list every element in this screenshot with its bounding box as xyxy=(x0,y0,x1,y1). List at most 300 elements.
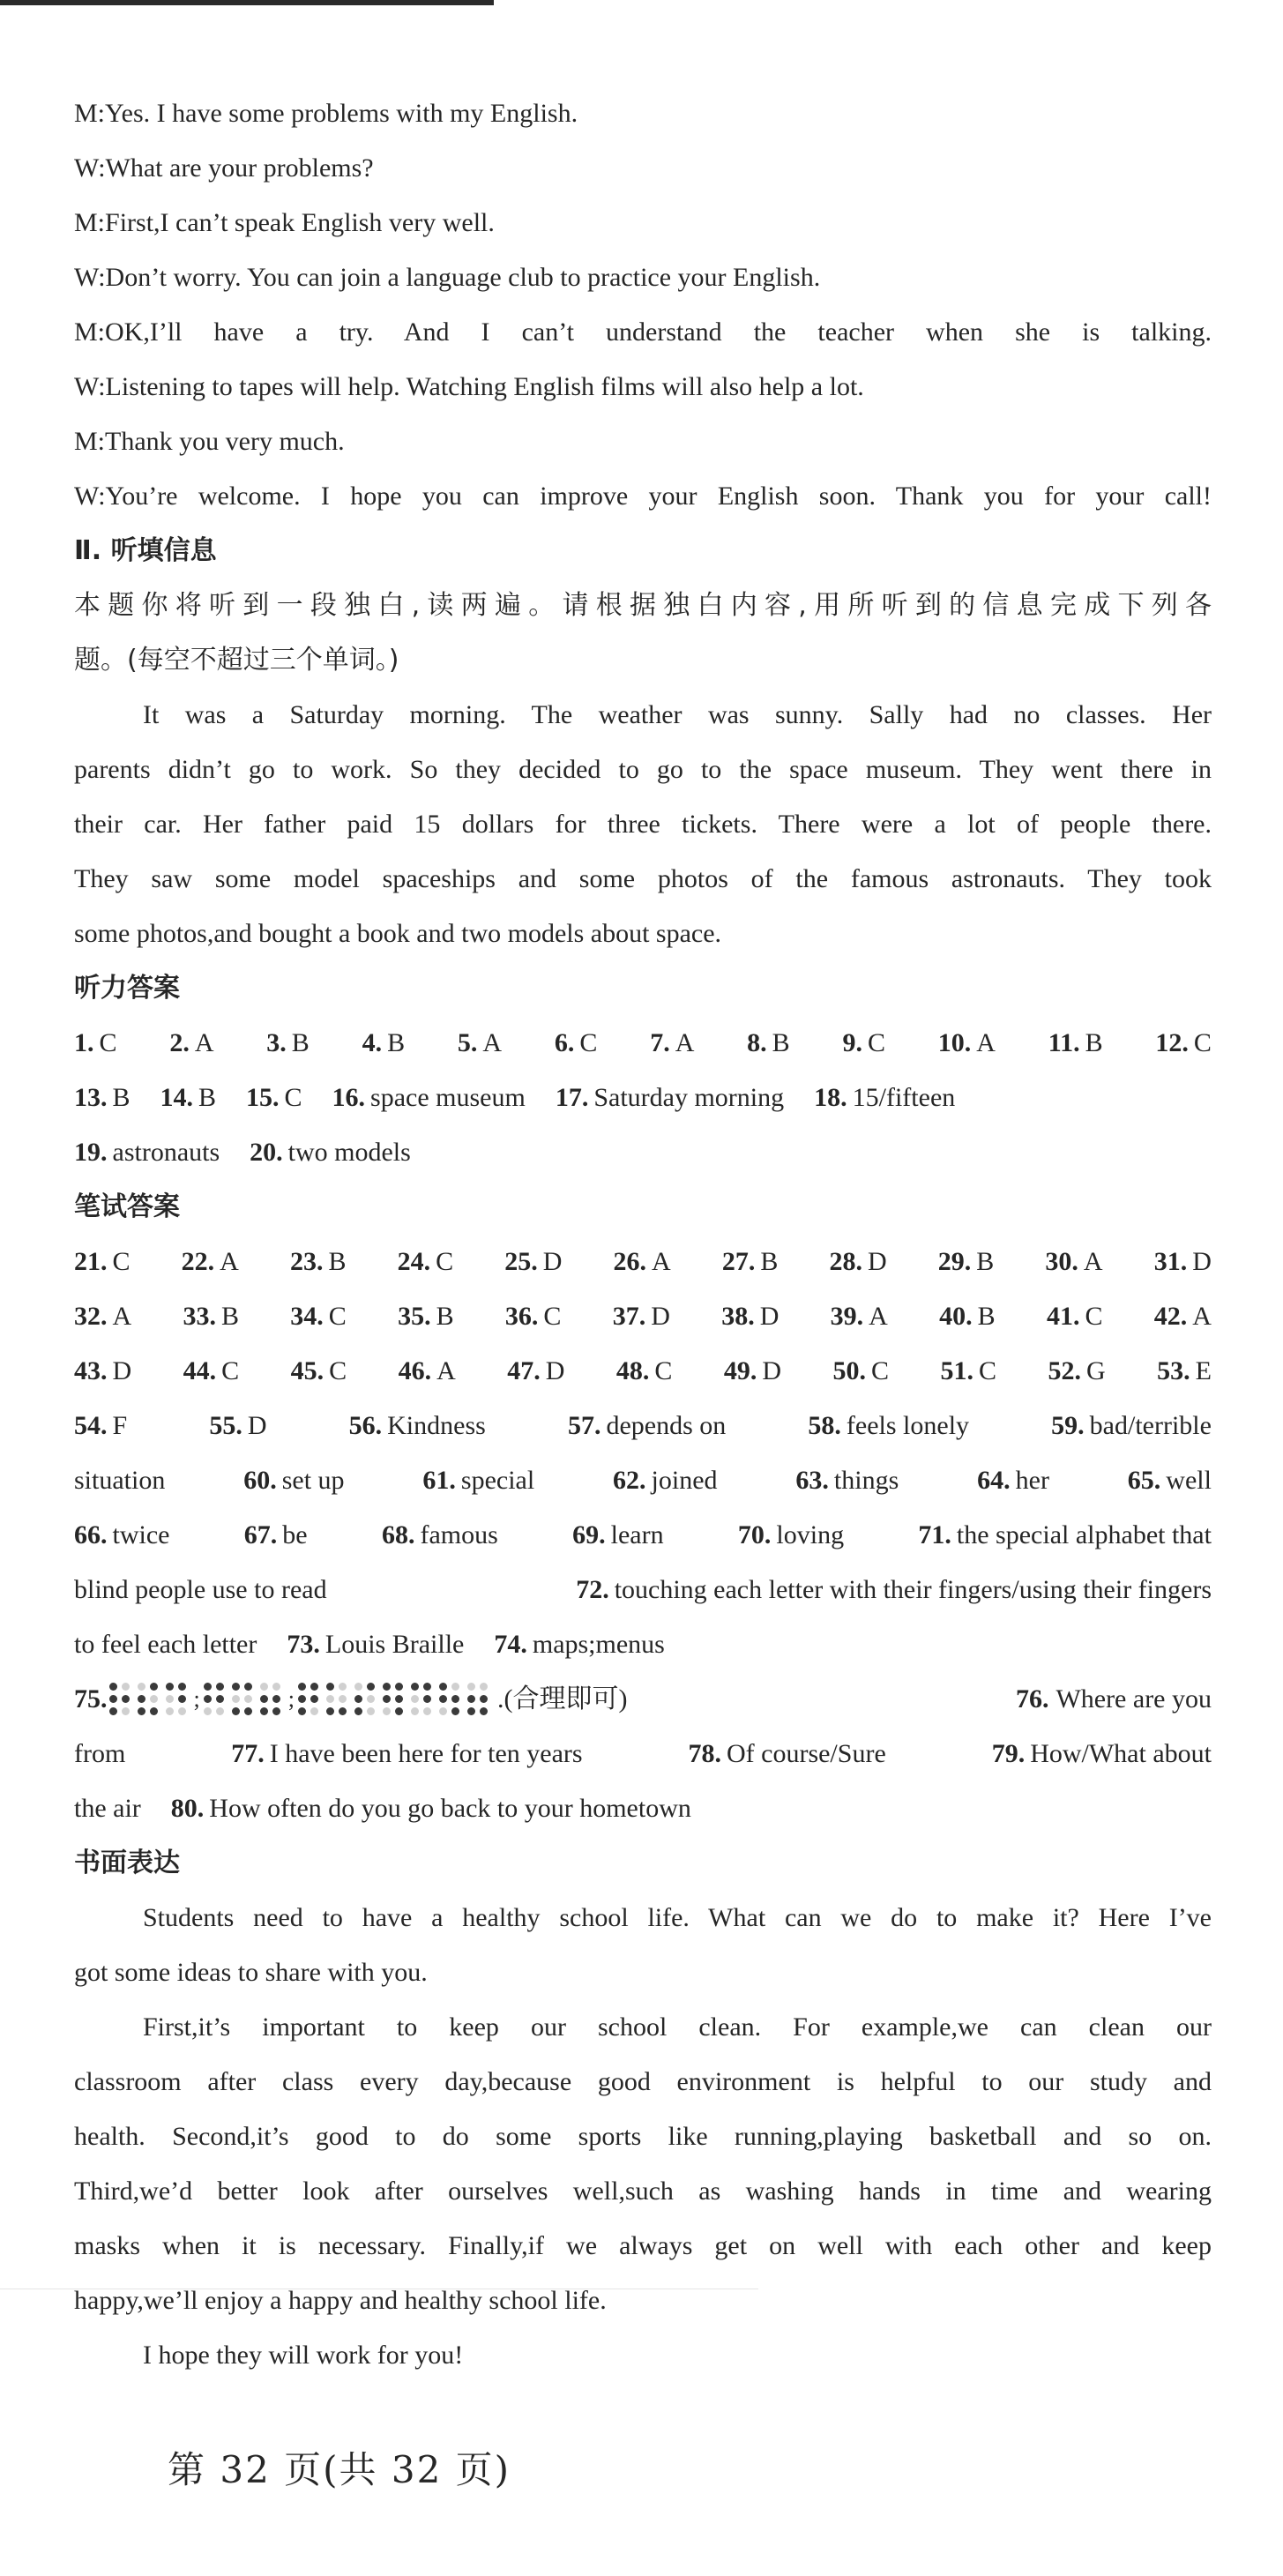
braille-dot xyxy=(339,1695,347,1703)
answer-number: 61. xyxy=(422,1466,456,1495)
dialogue-line: W:Listening to tapes will help. Watching English films will also help a lot. xyxy=(74,372,864,401)
braille-dot xyxy=(260,1683,268,1691)
answer-row xyxy=(74,1289,1212,1344)
answer-item xyxy=(833,1344,890,1399)
answer-text: C xyxy=(284,1083,302,1112)
answer-text: set up xyxy=(281,1466,345,1495)
answer-text: B xyxy=(291,1028,310,1057)
answer-number: 54. xyxy=(74,1411,108,1440)
page-footer: 第 32 页(共 32 页) xyxy=(168,2448,511,2491)
answer-number: 72. xyxy=(576,1575,609,1604)
answer-item xyxy=(1051,1399,1212,1453)
answer-item xyxy=(747,1016,790,1071)
answer-number: 64. xyxy=(977,1466,1011,1495)
answer-number: 62. xyxy=(613,1466,646,1495)
answer-item xyxy=(291,1344,347,1399)
answer-text: G xyxy=(1085,1356,1106,1385)
answer-number: 15. xyxy=(246,1083,280,1112)
answer-item xyxy=(941,1344,997,1399)
braille-dot xyxy=(395,1695,403,1703)
answer-item xyxy=(243,1453,344,1508)
answer-item xyxy=(1045,1235,1102,1289)
answer-text: be xyxy=(282,1520,308,1549)
braille-dot xyxy=(216,1683,224,1691)
answer-item xyxy=(182,1235,239,1289)
written-answers xyxy=(74,1235,1212,1672)
braille-dot xyxy=(204,1683,212,1691)
answer-number: 17. xyxy=(555,1083,589,1112)
answer-number: 28. xyxy=(829,1247,862,1276)
answer-item xyxy=(613,1289,670,1344)
answer-text: astronauts xyxy=(112,1138,220,1167)
answer-text: two models xyxy=(287,1138,411,1167)
braille-cell-icon xyxy=(298,1683,319,1716)
answer-text: I have been here for ten years xyxy=(269,1739,583,1768)
answer-number: 35. xyxy=(398,1302,431,1331)
answer-item xyxy=(808,1399,969,1453)
answer-item xyxy=(555,1016,598,1071)
answer-text: B xyxy=(220,1302,239,1331)
answer-item xyxy=(576,1563,1212,1617)
answer-number: 1. xyxy=(74,1028,94,1057)
answer-number: 16. xyxy=(332,1083,366,1112)
braille-dot xyxy=(138,1695,145,1703)
answer-number: 58. xyxy=(808,1411,841,1440)
answer-number: 8. xyxy=(747,1028,767,1057)
answer-item xyxy=(614,1235,671,1289)
answer-item xyxy=(183,1344,240,1399)
answer-text: her xyxy=(1015,1466,1049,1495)
answer-item xyxy=(290,1235,347,1289)
braille-dot xyxy=(411,1695,419,1703)
answer-item xyxy=(650,1016,694,1071)
braille-dot xyxy=(354,1707,362,1715)
answer-item xyxy=(349,1399,486,1453)
answer-row xyxy=(74,1344,1212,1399)
passage-line: their car. Her father paid 15 dollars for three tickets. There were a lot of people there. xyxy=(74,810,1212,839)
answer-number: 37. xyxy=(612,1302,646,1331)
answer-item xyxy=(1154,1235,1212,1289)
braille-dot xyxy=(260,1695,268,1703)
top-rule xyxy=(0,0,494,5)
answer-text: situation xyxy=(74,1466,166,1495)
answer-text: C xyxy=(99,1028,117,1057)
answer-text: feels lonely xyxy=(846,1411,970,1440)
answer-number: 14. xyxy=(160,1083,194,1112)
braille-dot xyxy=(383,1707,391,1715)
braille-dot xyxy=(150,1707,158,1715)
braille-dot xyxy=(480,1695,488,1703)
answer-text: Louis Braille xyxy=(324,1630,465,1659)
braille-separator-icon: ; xyxy=(287,1686,295,1712)
answer-text: the air xyxy=(74,1794,141,1823)
braille-dot xyxy=(383,1683,391,1691)
answer-text: A xyxy=(112,1302,132,1331)
answer-number: 18. xyxy=(814,1083,847,1112)
answer-number: 41. xyxy=(1046,1302,1080,1331)
answer-text: A xyxy=(436,1356,456,1385)
essay-line: First,it’s important to keep our school clean. For example,we can clean our xyxy=(143,2012,1212,2042)
answer-text: D xyxy=(542,1247,563,1276)
braille-dot xyxy=(310,1707,318,1715)
answer-item xyxy=(74,1289,131,1344)
braille-dot xyxy=(480,1707,488,1715)
braille-cell-icon xyxy=(232,1683,253,1716)
braille-dot xyxy=(467,1695,475,1703)
answer-item xyxy=(398,1235,454,1289)
answer-item xyxy=(572,1508,663,1563)
answer-item xyxy=(74,1781,141,1836)
answer-text: A xyxy=(1192,1302,1212,1331)
dialogue-line: W:Don’t worry. You can join a language club to practice your English. xyxy=(74,263,821,292)
essay-line: health. Second,it’s good to do some sports like running,playing basketball and so on. xyxy=(74,2122,1212,2151)
answer-text: from xyxy=(74,1739,126,1768)
answer-number: 67. xyxy=(243,1520,278,1549)
braille-cell-icon xyxy=(411,1683,432,1716)
answer-item xyxy=(74,1016,117,1071)
answer-row xyxy=(74,1617,1212,1672)
braille-dot xyxy=(204,1707,212,1715)
answer-item xyxy=(74,1563,327,1617)
listening-answers xyxy=(74,1016,1212,1180)
answer-text: twice xyxy=(112,1520,170,1549)
braille-dot xyxy=(411,1683,419,1691)
answer-row xyxy=(74,1235,1212,1289)
answer-item xyxy=(399,1344,456,1399)
braille-dot xyxy=(367,1695,375,1703)
braille-dot xyxy=(339,1707,347,1715)
answer-text: D xyxy=(545,1356,565,1385)
answer-number: 27. xyxy=(721,1247,756,1276)
braille-cell-icon xyxy=(260,1683,281,1716)
answer-item xyxy=(918,1508,1212,1563)
braille-dot xyxy=(326,1683,334,1691)
section-title-listening-answers: 听力答案 xyxy=(74,973,180,1004)
answer-row xyxy=(74,1016,1212,1071)
answer-item xyxy=(458,1016,502,1071)
answer-text: F xyxy=(112,1411,128,1440)
braille-dot xyxy=(166,1683,174,1691)
answer-number: 31. xyxy=(1153,1247,1188,1276)
answer-number: 40. xyxy=(939,1302,973,1331)
answer-item xyxy=(422,1453,534,1508)
answer-number: 4. xyxy=(362,1028,383,1057)
braille-dot xyxy=(298,1683,306,1691)
answer-item xyxy=(160,1071,217,1125)
braille-dot xyxy=(204,1695,212,1703)
braille-dot xyxy=(451,1695,459,1703)
answer-item xyxy=(724,1344,781,1399)
answer-item xyxy=(992,1727,1212,1781)
answer-row xyxy=(74,1071,1212,1125)
answer-item xyxy=(831,1289,888,1344)
braille-dot xyxy=(339,1683,347,1691)
answer-text: C xyxy=(867,1028,885,1057)
dialogue-line: M:First,I can’t speak English very well. xyxy=(74,208,495,237)
braille-dot xyxy=(272,1707,280,1715)
answer-item xyxy=(74,1071,131,1125)
answer-text: C xyxy=(543,1302,562,1331)
dialogue-line: M:Yes. I have some problems with my English. xyxy=(74,99,578,128)
braille-dot xyxy=(367,1683,375,1691)
answer-text: blind people use to read xyxy=(74,1575,327,1604)
answer-text: the special alphabet that xyxy=(956,1520,1212,1549)
braille-dot xyxy=(150,1683,158,1691)
answer-item xyxy=(74,1125,220,1180)
braille-dot xyxy=(298,1695,306,1703)
answer-number: 70. xyxy=(737,1520,772,1549)
answer-text: C xyxy=(112,1247,131,1276)
answer-number-75: 75. xyxy=(74,1684,108,1714)
essay-line: Third,we’d better look after ourselves well,such as washing hands in time and wearing xyxy=(74,2177,1212,2206)
answer-number: 78. xyxy=(688,1739,721,1768)
answer-item xyxy=(1048,1016,1103,1071)
braille-cell-icon xyxy=(439,1683,460,1716)
answer-item xyxy=(209,1399,266,1453)
answer-number: 59. xyxy=(1051,1411,1085,1440)
answer-number: 48. xyxy=(615,1356,650,1385)
braille-dot xyxy=(439,1683,447,1691)
answer-number: 7. xyxy=(650,1028,670,1057)
answer-text: space museum xyxy=(370,1083,526,1112)
essay-line: classroom after class every day,because good environment is helpful to our study and xyxy=(74,2067,1212,2096)
answer-row xyxy=(74,1563,1212,1617)
answer-item xyxy=(939,1289,996,1344)
braille-cell-icon xyxy=(109,1683,131,1716)
braille-dot xyxy=(216,1695,224,1703)
answer-row xyxy=(74,1727,1212,1781)
answer-text: D xyxy=(867,1247,887,1276)
answer-text: to feel each letter xyxy=(74,1630,257,1659)
braille-dot xyxy=(272,1683,280,1691)
answer-item xyxy=(74,1235,131,1289)
answer-text: Saturday morning xyxy=(593,1083,785,1112)
braille-dot xyxy=(354,1683,362,1691)
answer-number: 9. xyxy=(842,1028,862,1057)
answer-row xyxy=(74,1453,1212,1508)
answer-number: 77. xyxy=(231,1739,265,1768)
braille-dot xyxy=(232,1695,240,1703)
answer-number: 21. xyxy=(74,1247,108,1276)
braille-dot xyxy=(244,1683,252,1691)
answer-number: 68. xyxy=(381,1520,415,1549)
answer-number: 12. xyxy=(1155,1028,1189,1057)
answer-item xyxy=(74,1617,257,1672)
answer-number: 73. xyxy=(287,1630,320,1659)
answer-text: C xyxy=(654,1356,673,1385)
braille-dot xyxy=(439,1707,447,1715)
answer-number: 47. xyxy=(507,1356,541,1385)
answer-text: D xyxy=(759,1302,779,1331)
answer-item xyxy=(169,1016,213,1071)
answer-text: B xyxy=(760,1247,779,1276)
answer-number: 63. xyxy=(795,1466,829,1495)
answer-item xyxy=(398,1289,454,1344)
answer-text: bad/terrible xyxy=(1089,1411,1212,1440)
braille-cell-icon xyxy=(138,1683,159,1716)
answer-item xyxy=(738,1508,844,1563)
answer-text: D xyxy=(247,1411,267,1440)
answer-item xyxy=(977,1453,1049,1508)
braille-dot xyxy=(451,1683,459,1691)
answer-item xyxy=(795,1453,899,1508)
answer-text: D xyxy=(112,1356,132,1385)
answer-text: maps;menus xyxy=(532,1630,665,1659)
braille-cell-icon xyxy=(166,1683,187,1716)
answer-text: B xyxy=(328,1247,347,1276)
essay-line: I hope they will work for you! xyxy=(143,2341,464,2370)
answer-number: 60. xyxy=(243,1466,277,1495)
answer-text: loving xyxy=(776,1520,845,1549)
answer-item xyxy=(721,1289,779,1344)
answer-text-76: Where are you xyxy=(1055,1684,1212,1714)
braille-dot xyxy=(178,1707,186,1715)
answer-number: 66. xyxy=(74,1520,108,1549)
answer-number: 43. xyxy=(74,1356,108,1385)
answer-item xyxy=(74,1727,125,1781)
answer-text: A xyxy=(482,1028,503,1057)
answer-number: 34. xyxy=(290,1302,324,1331)
braille-dot xyxy=(423,1695,431,1703)
answer-text: D xyxy=(1192,1247,1212,1276)
answer-item xyxy=(250,1125,411,1180)
answer-item xyxy=(74,1453,165,1508)
braille-cell-icon xyxy=(204,1683,225,1716)
answer-text: A xyxy=(194,1028,214,1057)
answer-number: 42. xyxy=(1153,1302,1188,1331)
answer-number: 10. xyxy=(937,1028,972,1057)
answer-item xyxy=(842,1016,885,1071)
answer-item xyxy=(74,1399,127,1453)
answer-item xyxy=(1155,1016,1212,1071)
answer-number: 50. xyxy=(832,1356,867,1385)
braille-dot xyxy=(395,1683,403,1691)
passage-line: They saw some model spaceships and some photos of the famous astronauts. They took xyxy=(74,864,1212,893)
answer-text: A xyxy=(869,1302,888,1331)
answer-number: 39. xyxy=(830,1302,864,1331)
answer-item xyxy=(362,1016,406,1071)
answer-text: B xyxy=(198,1083,217,1112)
answer-text: A xyxy=(976,1028,996,1057)
braille-dot xyxy=(138,1707,145,1715)
answer-number: 44. xyxy=(183,1356,217,1385)
answer-number: 57. xyxy=(567,1411,601,1440)
answer-number: 38. xyxy=(721,1302,755,1331)
braille-dot xyxy=(439,1695,447,1703)
answer-item xyxy=(507,1344,564,1399)
answer-item xyxy=(287,1617,464,1672)
answer-item xyxy=(616,1344,673,1399)
braille-dot xyxy=(232,1707,240,1715)
answer-text: B xyxy=(977,1302,996,1331)
dialogue-line: W:You’re welcome. I hope you can improve your English soon. Thank you for your call! xyxy=(74,482,1212,511)
braille-dot xyxy=(298,1707,306,1715)
answer-item xyxy=(244,1508,308,1563)
answer-text: B xyxy=(112,1083,131,1112)
section-title-written-answers: 笔试答案 xyxy=(74,1191,180,1222)
answer-number: 51. xyxy=(940,1356,973,1385)
braille-dot xyxy=(166,1695,174,1703)
braille-dot xyxy=(326,1707,334,1715)
answer-text: How often do you go back to your hometown xyxy=(209,1794,691,1823)
braille-dot xyxy=(423,1683,431,1691)
braille-dot xyxy=(122,1695,130,1703)
answer-item xyxy=(504,1235,562,1289)
answer-number: 13. xyxy=(74,1083,108,1112)
braille-dot xyxy=(367,1707,375,1715)
answer-page xyxy=(74,86,1212,2383)
answer-item xyxy=(74,1344,131,1399)
answer-text: 15/fifteen xyxy=(852,1083,956,1112)
answer-text: B xyxy=(976,1247,995,1276)
answer-item xyxy=(1157,1344,1212,1399)
braille-dot xyxy=(310,1683,318,1691)
answer-number: 23. xyxy=(289,1247,324,1276)
braille-dot xyxy=(260,1707,268,1715)
answer-number: 53. xyxy=(1157,1356,1190,1385)
answer-text: C xyxy=(1085,1302,1103,1331)
answer-number: 69. xyxy=(572,1520,606,1549)
braille-dot xyxy=(109,1707,117,1715)
answer-item xyxy=(382,1508,498,1563)
essay-line: got some ideas to share with you. xyxy=(74,1958,428,1987)
essay-line: masks when it is necessary. Finally,if we always get on well with each other and keep xyxy=(74,2231,1212,2260)
braille-dot xyxy=(244,1695,252,1703)
braille-dot xyxy=(383,1695,391,1703)
answer-item xyxy=(183,1289,239,1344)
answer-item xyxy=(613,1453,718,1508)
section-instruction-2: 题。(每空不超过三个单词。) xyxy=(74,645,399,676)
answer-text: B xyxy=(436,1302,454,1331)
answer-number: 22. xyxy=(181,1247,215,1276)
writing-essay xyxy=(74,1891,1212,2383)
answer-item xyxy=(494,1617,665,1672)
passage-line: some photos,and bought a book and two models about space. xyxy=(74,919,722,948)
answer-number: 46. xyxy=(398,1356,432,1385)
braille-dot xyxy=(310,1695,318,1703)
answer-item xyxy=(246,1071,302,1125)
answer-item xyxy=(231,1727,582,1781)
answer-item xyxy=(1154,1289,1212,1344)
section-title-writing: 书面表达 xyxy=(74,1848,180,1878)
answer-number: 32. xyxy=(74,1302,108,1331)
braille-cell-icon xyxy=(383,1683,404,1716)
answer-number: 20. xyxy=(250,1138,283,1167)
answer-text: special xyxy=(460,1466,535,1495)
section-instruction-1: 本题你将听到一段独白,读两遍。请根据独白内容,用所听到的信息完成下列各 xyxy=(74,590,1212,621)
answer-number: 52. xyxy=(1048,1356,1081,1385)
answer-text: C xyxy=(979,1356,997,1385)
answer-text: famous xyxy=(420,1520,498,1549)
answer-text: things xyxy=(833,1466,899,1495)
answer-item xyxy=(568,1399,726,1453)
braille-cell-icon xyxy=(467,1683,489,1716)
answer-text: depends on xyxy=(606,1411,727,1440)
braille-dot xyxy=(232,1683,240,1691)
braille-dot xyxy=(244,1707,252,1715)
answer-number: 11. xyxy=(1048,1028,1080,1057)
braille-dot xyxy=(109,1683,117,1691)
answer-text: A xyxy=(1083,1247,1103,1276)
answer-text: B xyxy=(1085,1028,1103,1057)
answer-item xyxy=(938,1235,995,1289)
passage-line: parents didn’t go to work. So they decided to go to the space museum. They went there in xyxy=(74,755,1212,784)
answer-text: Of course/Sure xyxy=(726,1739,886,1768)
braille-dot xyxy=(395,1707,403,1715)
answer-number: 26. xyxy=(613,1247,647,1276)
braille-dot xyxy=(467,1683,475,1691)
answer-text: joined xyxy=(651,1466,718,1495)
